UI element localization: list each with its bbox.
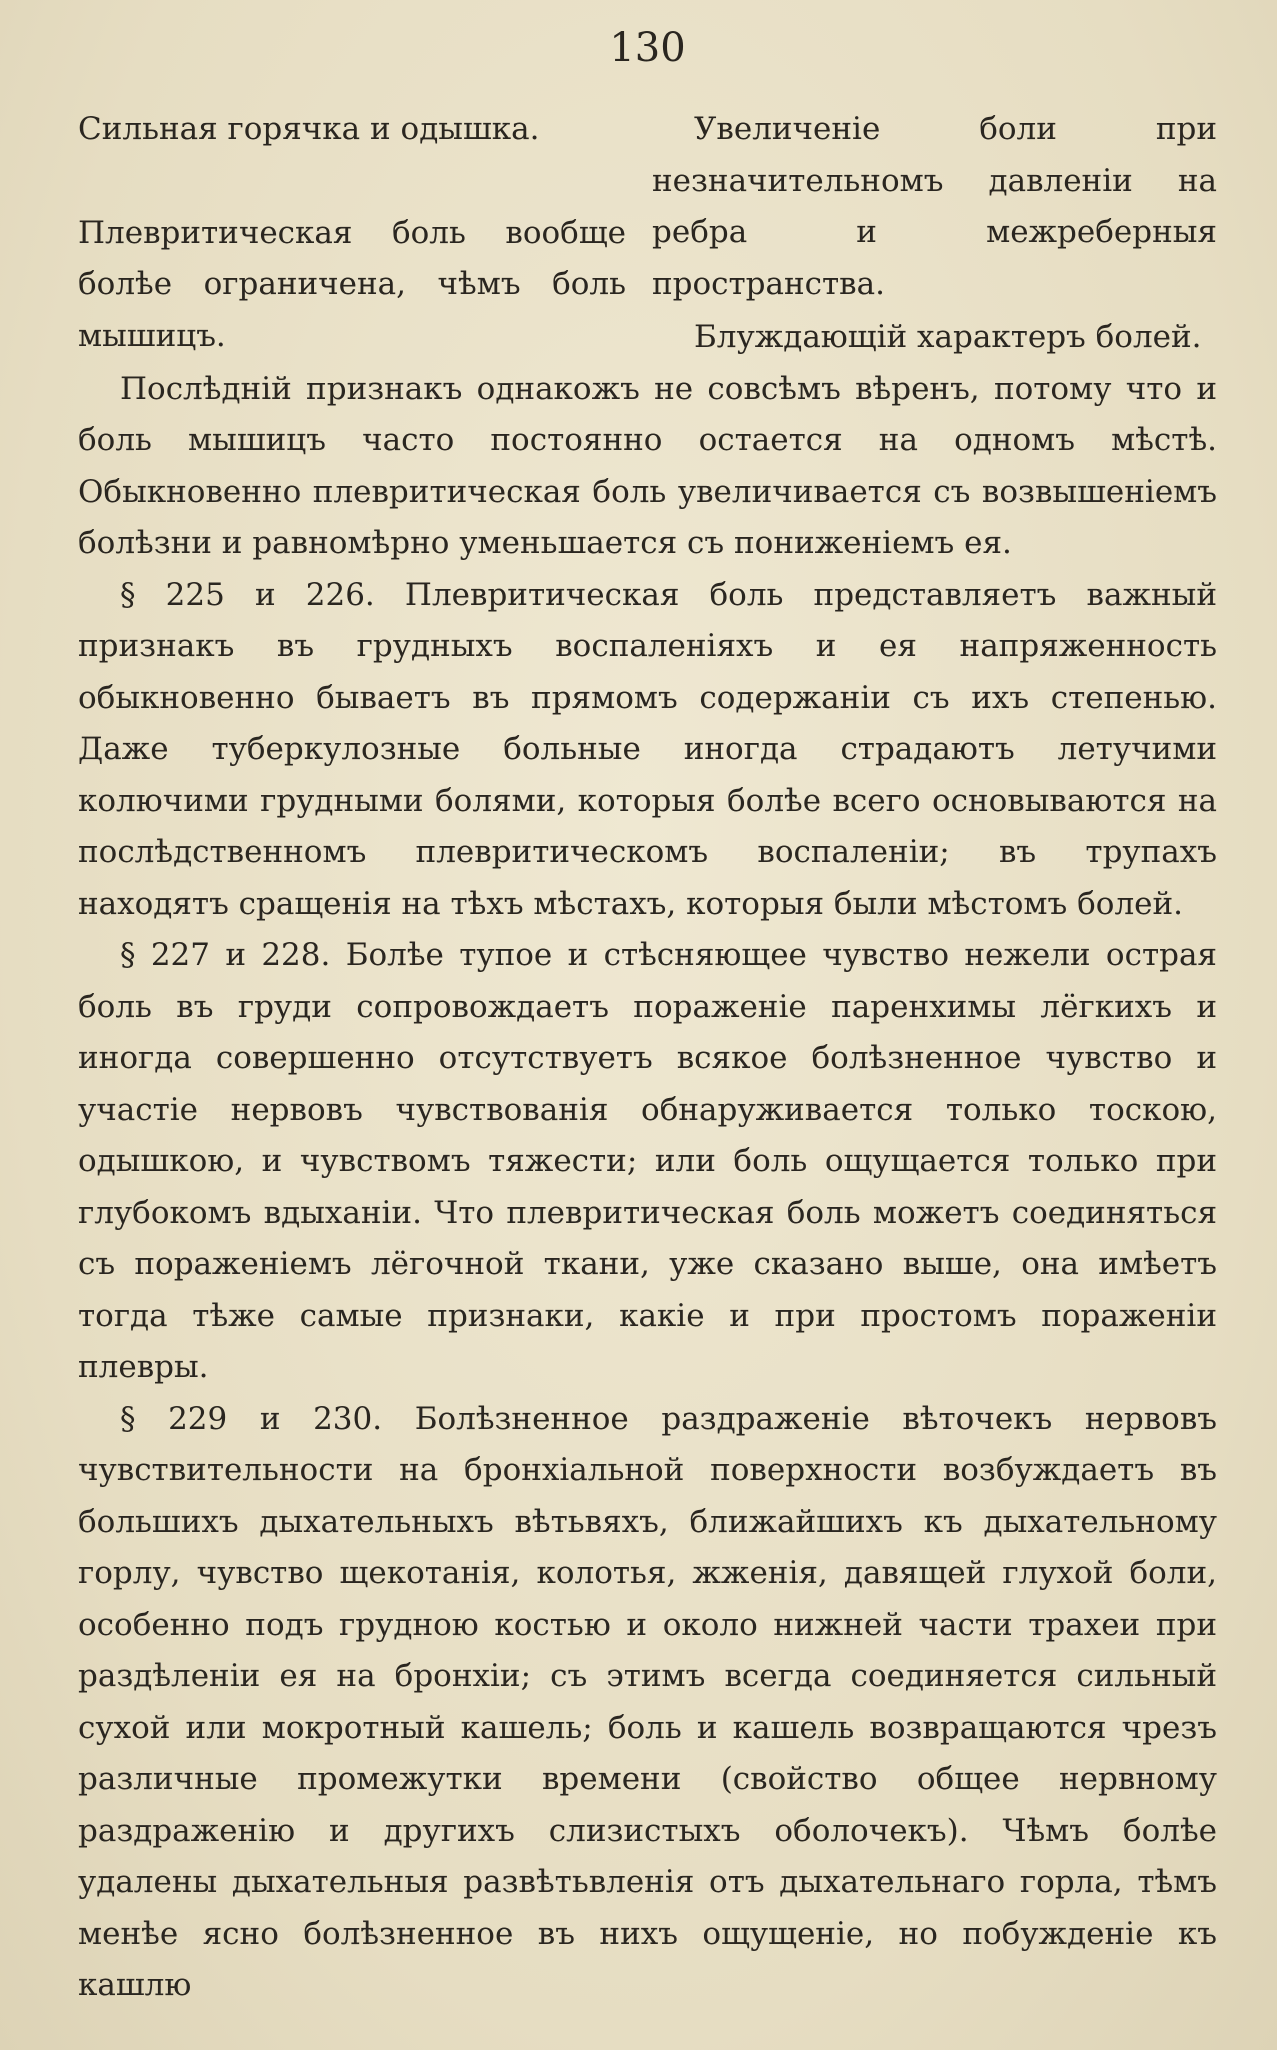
paragraph: Послѣдній признакъ однакожъ не совсѣмъ вѣренъ, потому что и боль мышицъ часто постоянно остается на одномъ мѣстѣ. Обыкновенно плевритическая боль увеличивается съ возвышеніемъ болѣзни и равномѣрно уменьшается съ пониженіемъ ея. [78, 370, 1217, 561]
paragraph: § 225 и 226. Плевритическая боль представляетъ важный признакъ въ грудныхъ воспаленіяхъ и ея напряженность обыкновенно бываетъ въ прямомъ содержаніи съ ихъ степенью. Даже туберкулозные больные иногда страдаютъ летучими колючими грудными болями, которыя болѣе всего основываются на послѣдственномъ плевритическомъ воспаленіи; въ трупахъ находятъ сращенія на тѣхъ мѣстахъ, которыя были мѣстомъ болей. [78, 576, 1217, 922]
page-number: 130 [609, 25, 686, 71]
right-column-item: Блуждающій характеръ болей. [694, 319, 1202, 355]
right-column-item: Увеличеніе боли при незначительномъ давленіи на ребра и межреберныя пространства. [652, 111, 1217, 302]
body-text [78, 364, 1217, 2012]
left-column [78, 104, 626, 364]
left-column-item: Сильная горячка и одышка. [78, 111, 540, 147]
paragraph: § 227 и 228. Болѣе тупое и стѣсняющее чувство нежели острая боль въ груди сопровождаетъ пораженіе паренхимы лёгкихъ и иногда совершенно отсутствуетъ всякое болѣзненное чувство и участіе нервовъ чувствованія обнаруживается только тоскою, одышкою, и чувствомъ тяжести; или боль ощущается только при глубокомъ вдыханіи. Что плевритическая боль можетъ соединяться съ пораженіемъ лёгочной ткани, уже сказано выше, она имѣетъ тогда тѣже самые признаки, какіе и при простомъ пораженіи плевры. [78, 937, 1217, 1385]
left-column-item: Плевритическая боль вообще болѣе ограничена, чѣмъ боль мышицъ. [78, 214, 626, 354]
paragraph: § 229 и 230. Болѣзненное раздраженіе вѣточекъ нервовъ чувствительности на бронхіальной поверхности возбуждаетъ въ большихъ дыхательныхъ вѣтьвяхъ, ближайшихъ къ дыхательному горлу, чувство щекотанія, колотья, жженія, давящей глухой боли, особенно подъ грудною костью и около нижней части трахеи при раздѣленіи ея на бронхіи; съ этимъ всегда соединяется сильный сухой или мокротный кашель; боль и кашель возвращаются чрезъ различные промежутки времени (свойство общее нервному раздраженію и другихъ слизистыхъ оболочекъ). Чѣмъ болѣе удалены дыхательныя развѣтьвленія отъ дыхательнаго горла, тѣмъ менѣе ясно болѣзненное въ нихъ ощущеніе, но побужденіе къ кашлю [78, 1400, 1217, 2003]
two-column-comparison [78, 104, 1217, 364]
right-column [652, 104, 1217, 364]
